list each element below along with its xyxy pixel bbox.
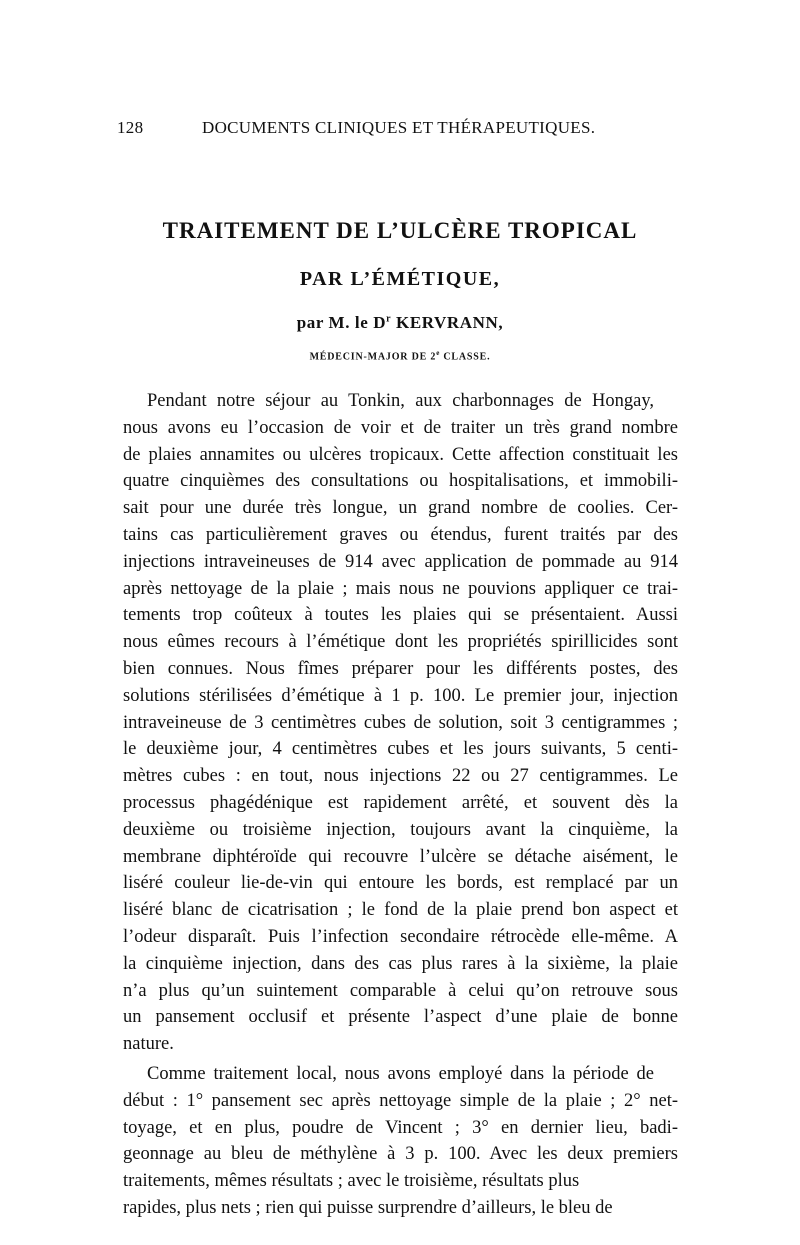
- text-line: sait pour une durée très longue, un grand nombre de coolies. Cer-: [123, 498, 678, 519]
- text-line: liséré couleur lie-de-vin qui entoure les bords, est remplacé par un: [123, 873, 678, 894]
- author-line: [100, 313, 700, 333]
- paragraph: [123, 388, 678, 1058]
- text-line: deuxième ou troisième injection, toujours avant la cinquième, la: [123, 819, 678, 840]
- article-subtitle: PAR L’ÉMÉTIQUE,: [299, 268, 501, 290]
- text-line: rapides, plus nets ; rien qui puisse surprendre d’ailleurs, le bleu de: [123, 1197, 613, 1218]
- article-body: [123, 388, 678, 1225]
- rank-suffix: CLASSE.: [440, 351, 491, 363]
- text-line: toyage, et en plus, poudre de Vincent ; 3° en dernier lieu, badi-: [123, 1117, 678, 1138]
- text-line: Pendant notre séjour au Tonkin, aux charbonnages de Hongay,: [147, 391, 654, 411]
- author-name: KERVRANN,: [391, 313, 504, 332]
- text-line: tains cas particulièrement graves ou étendus, furent traités par des: [123, 524, 678, 545]
- text-line: tements trop coûteux à toutes les plaies qui se présentaient. Aussi: [123, 605, 678, 626]
- text-line: geonnage au bleu de méthylène à 3 p. 100. Avec les deux premiers: [123, 1144, 678, 1165]
- text-line: solutions stérilisées d’émétique à 1 p. 100. Le premier jour, injection: [123, 685, 678, 706]
- text-line: n’a plus qu’un suintement comparable à celui qu’on retrouve sous: [123, 980, 678, 1001]
- author-rank: [100, 349, 700, 362]
- text-line: nous avons eu l’occasion de voir et de traiter un très grand nombre: [123, 417, 678, 438]
- text-line: nature.: [123, 1034, 174, 1055]
- text-line: liséré blanc de cicatrisation ; le fond de la plaie prend bon aspect et: [123, 900, 678, 921]
- text-line: quatre cinquièmes des consultations ou hospitalisations, et immobili-: [123, 471, 678, 492]
- text-line: après nettoyage de la plaie ; mais nous ne pouvions appliquer ce trai-: [123, 578, 678, 599]
- text-line: membrane diphtéroïde qui recouvre l’ulcère se détache aisément, le: [123, 846, 678, 867]
- page-number: 128: [117, 118, 144, 137]
- text-line: un pansement occlusif et présente l’aspect d’une plaie de bonne: [123, 1007, 678, 1028]
- text-line: traitements, mêmes résultats ; avec le troisième, résultats plus: [123, 1171, 580, 1192]
- running-header: [115, 118, 685, 144]
- text-line: Comme traitement local, nous avons employé dans la période de: [147, 1063, 654, 1084]
- rank-prefix: MÉDECIN-MAJOR DE 2: [309, 351, 437, 363]
- text-line: le deuxième jour, 4 centimètres cubes et les jours suivants, 5 centi-: [123, 739, 678, 760]
- text-line: de plaies annamites ou ulcères tropicaux. Cette affection constituait les: [123, 444, 678, 465]
- text-line: injections intraveineuses de 914 avec application de pommade au 914: [123, 551, 678, 572]
- text-line: bien connues. Nous fîmes préparer pour les différents postes, des: [123, 658, 678, 679]
- text-line: mètres cubes : en tout, nous injections 22 ou 27 centigrammes. Le: [123, 766, 678, 787]
- text-line: l’odeur disparaît. Puis l’infection secondaire rétrocède elle-même. A: [123, 926, 678, 947]
- article-title: TRAITEMENT DE L’ULCÈRE TROPICAL: [162, 218, 638, 243]
- text-line: nous eûmes recours à l’émétique dont les propriétés spirillicides sont: [123, 632, 678, 653]
- author-title-superscript: r: [386, 313, 392, 325]
- running-title: DOCUMENTS CLINIQUES ET THÉRAPEUTIQUES.: [202, 118, 596, 137]
- text-line: processus phagédénique est rapidement arrêté, et souvent dès la: [123, 792, 678, 813]
- text-line: début : 1° pansement sec après nettoyage simple de la plaie ; 2° net-: [123, 1090, 678, 1111]
- author-prefix: par M. le D: [296, 313, 387, 332]
- text-line: intraveineuse de 3 centimètres cubes de solution, soit 3 centigrammes ;: [123, 712, 678, 733]
- rank-superscript: e: [436, 349, 441, 357]
- text-line: la cinquième injection, dans des cas plus rares à la sixième, la plaie: [123, 953, 678, 974]
- paragraph: [123, 1061, 678, 1222]
